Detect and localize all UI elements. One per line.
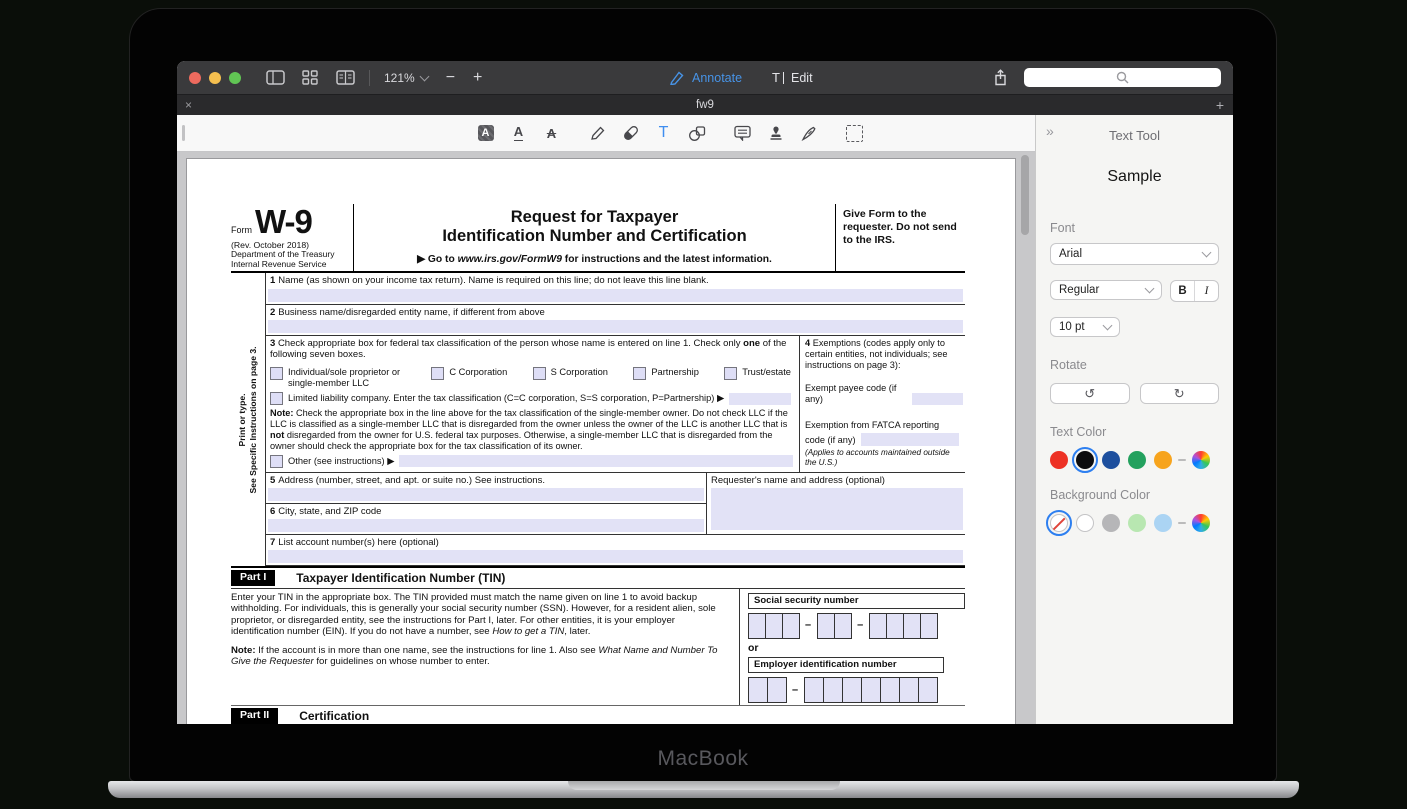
tab-close-button[interactable]: × [185, 98, 193, 112]
font-section-label: Font [1050, 221, 1076, 235]
part1-title: Taxpayer Identification Number (TIN) [296, 570, 506, 585]
comment-note-tool[interactable] [733, 123, 753, 143]
part2-header [231, 705, 965, 724]
ein-label-box: Employer identification number [748, 657, 944, 673]
ssn-cells[interactable] [748, 613, 965, 639]
rotate-right-button[interactable] [1140, 383, 1220, 404]
search-input[interactable] [1024, 68, 1221, 87]
share-icon[interactable] [990, 68, 1010, 88]
checkbox-icon[interactable] [533, 367, 546, 380]
pdf-app-window [177, 61, 1233, 724]
tin-dash: – [857, 619, 864, 632]
view-mode-buttons [265, 68, 355, 88]
tin-dash: – [805, 619, 812, 632]
window-toolbar [177, 61, 1233, 94]
address-field[interactable] [268, 488, 704, 501]
line7-label: List account number(s) here (optional) [278, 537, 439, 549]
swatch-divider [1178, 522, 1186, 524]
fatca-code-field[interactable] [861, 433, 959, 446]
tin-cell[interactable] [765, 613, 783, 639]
requester-label: Requester's name and address (optional) [711, 474, 885, 486]
exempt-payee-label: Exempt payee code (if any) [805, 383, 897, 405]
text-edit-icon: T [772, 70, 784, 85]
signature-pen-icon[interactable] [799, 123, 819, 143]
w9-form-page [187, 159, 1015, 724]
rotate-section-label: Rotate [1050, 358, 1087, 372]
checkbox-icon[interactable] [633, 367, 646, 380]
text-tool[interactable]: T [658, 124, 669, 141]
traffic-lights [189, 72, 241, 84]
rotate-left-button[interactable] [1050, 383, 1130, 404]
highlight-text-tool[interactable]: A [476, 123, 496, 143]
text-color-green[interactable] [1128, 451, 1146, 469]
checkbox-icon[interactable] [724, 367, 737, 380]
macbook-screen-bezel [129, 8, 1277, 782]
tin-dash: – [792, 683, 799, 696]
font-family-dropdown[interactable] [1050, 243, 1219, 265]
tab-bar [177, 94, 1233, 115]
two-page-view-icon[interactable] [335, 68, 355, 88]
background-color-swatches [1046, 510, 1219, 536]
part1-instructions: Enter your TIN in the appropriate box. The TIN provided must match the name given on line 1 to avoid backup withholding. For individuals, this is generally your social security number (SSN). However, for a resident alien, sole proprietor, or disregarded entity, see the instructions for Part I, later. For other entities, it is your employer identification number (EIN). If you do not have a number, see How to get a TIN, later. Note: If the account is in more than one name, see the instructions for line 1. Also see What Name and Number To Give the Requester for guidelines on whose number to enter. [231, 589, 739, 706]
background-color-picker-wheel[interactable] [1192, 514, 1210, 532]
mode-switcher [669, 61, 813, 94]
fatca-label-line1: Exemption from FATCA reporting [805, 420, 940, 431]
background-color-gray[interactable] [1102, 514, 1120, 532]
tin-cell[interactable] [748, 677, 768, 703]
toolbar-drag-handle[interactable] [182, 125, 185, 141]
underline-text-tool[interactable]: A [513, 124, 524, 140]
part1-header [231, 566, 965, 587]
irs-url: www.irs.gov/FormW9 [457, 254, 562, 266]
background-color-light-blue[interactable] [1154, 514, 1172, 532]
rotate-left-icon: ↺ [1084, 385, 1096, 401]
fatca-label-line2: code (if any) [805, 435, 856, 446]
font-size-dropdown[interactable] [1050, 317, 1120, 337]
text-color-section-label: Text Color [1050, 425, 1107, 439]
print-or-type-rail: Print or type. See Specific Instructions on page 3. [231, 273, 266, 566]
part2-title: Certification [299, 709, 370, 724]
font-size-value: 10 pt [1059, 321, 1085, 333]
tab-title[interactable]: fw9 [696, 99, 714, 111]
text-color-red[interactable] [1050, 451, 1068, 469]
tin-cell[interactable] [782, 613, 800, 639]
background-color-section-label: Background Color [1050, 488, 1151, 502]
chevron-down-icon [1145, 284, 1155, 294]
llc-classification-field[interactable] [729, 393, 791, 405]
form-service: Internal Revenue Service [231, 258, 327, 269]
tin-cell[interactable] [918, 677, 938, 703]
requester-field[interactable] [711, 488, 963, 530]
search-icon [1116, 71, 1129, 84]
other-label: Other (see instructions) ▶ [288, 455, 395, 466]
other-field[interactable] [399, 455, 793, 467]
requester-column [707, 473, 965, 534]
bold-button[interactable]: B [1171, 281, 1195, 301]
sample-preview: Sample [1107, 168, 1162, 185]
business-name-field[interactable] [268, 320, 963, 333]
tin-cell[interactable] [880, 677, 900, 703]
form-revision: (Rev. October 2018) [231, 239, 310, 250]
tin-cell[interactable] [823, 677, 843, 703]
text-color-picker-wheel[interactable] [1192, 451, 1210, 469]
background-color-white[interactable] [1076, 514, 1094, 532]
zoom-level-dropdown[interactable] [384, 71, 428, 85]
tin-cell[interactable] [861, 677, 881, 703]
thumbnail-grid-icon[interactable] [300, 68, 320, 88]
eraser-tool[interactable] [621, 123, 641, 143]
line3-classification: 3 Check appropriate box for federal tax classification of the person whose name is entered on line 1. Check only one of the following seven boxes. Individual/sole proprietor or single-member LLC C Corporation S Corporation Partnership Trust/estate Limited liability company. Enter the tax classification (C=C corporation, S=S corporation, P=Partnership) ▶ Note: Check the appropriate box in the line above for the tax classification of the single-member owner. Do not check LLC if the LLC is classified as a single-member LLC that is disregarded from the owner unless the owner of the LLC is another LLC that is not disregarded from the owner for U.S. federal tax purposes. Otherwise, a single-member LLC that is disregarded from the owner should check the appropriate box for the tax classification of its owner. Other (see instructions) ▶ [266, 336, 800, 472]
tin-cell[interactable] [767, 677, 787, 703]
line1-name-row: 1 Name (as shown on your income tax return). Name is required on this line; do not leave this line blank. [266, 273, 965, 304]
text-color-orange[interactable] [1154, 451, 1172, 469]
name-field[interactable] [268, 289, 963, 302]
checkbox-partnership[interactable]: Partnership [633, 367, 699, 389]
or-label: or [748, 641, 759, 654]
annotate-mode-button[interactable] [669, 70, 742, 85]
fullscreen-window-button[interactable] [229, 72, 241, 84]
font-style-value: Regular [1059, 284, 1100, 296]
w9-header [231, 204, 965, 273]
form-department: Department of the Treasury [231, 248, 335, 259]
line2-label: Business name/disregarded entity name, if different from above [278, 306, 545, 318]
part1-note: Note: If the account is in more than one name, see the instructions for line 1. Also see What Name and Number To Give the Requester for guidelines on whose number to enter. [231, 644, 718, 668]
font-style-dropdown[interactable] [1050, 280, 1162, 300]
toolbar-right-group [990, 68, 1221, 88]
checkbox-icon[interactable] [270, 367, 283, 380]
background-color-light-green[interactable] [1128, 514, 1146, 532]
tin-cell[interactable] [903, 613, 921, 639]
edit-mode-button[interactable] [772, 70, 813, 85]
tin-cell[interactable] [817, 613, 835, 639]
checkbox-other[interactable] [270, 455, 283, 468]
document-scroll-area[interactable] [177, 152, 1035, 724]
chevron-down-icon [419, 71, 429, 81]
llc-label: Limited liability company. Enter the tax classification (C=C corporation, S=S corporation, P=Partnership) ▶ [288, 393, 725, 404]
tin-cell[interactable] [899, 677, 919, 703]
annotation-toolbar [177, 115, 1035, 152]
font-family-value: Arial [1059, 248, 1083, 260]
line2-business-row: 2 Business name/disregarded entity name, if different from above [266, 305, 965, 336]
tin-cell[interactable] [748, 613, 766, 639]
ssn-label-box: Social security number [748, 593, 965, 609]
line7-account-row: 7 List account number(s) here (optional) [266, 535, 965, 566]
close-window-button[interactable] [189, 72, 201, 84]
line5-label: Address (number, street, and apt. or suite no.) See instructions. [278, 474, 545, 486]
form-word: Form [231, 225, 252, 235]
city-state-zip-field[interactable] [268, 519, 704, 532]
part2-badge: Part II [231, 708, 278, 723]
shapes-tool[interactable] [687, 123, 707, 143]
zoom-out-button[interactable]: − [445, 68, 456, 86]
sidebar-toggle-icon[interactable] [265, 68, 285, 88]
line6-city-row: 6 City, state, and ZIP code [266, 504, 706, 532]
line6-label: City, state, and ZIP code [278, 505, 382, 517]
ein-cells[interactable] [748, 677, 965, 703]
selection-tool[interactable] [845, 123, 865, 143]
edit-label: Edit [791, 70, 813, 85]
line3-note: Note: Check the appropriate box in the line above for the tax classification of the single-member owner. Do not check LLC if the LLC is classified as a single-member LLC that is disregarded from the owner unless the owner of the LLC is another LLC that is not disregarded from the owner for U.S. federal tax purposes. Otherwise, a single-member LLC that is disregarded from the owner should check the appropriate box for the tax classification of its owner. [270, 408, 788, 451]
checkbox-llc[interactable] [270, 392, 283, 405]
new-tab-button[interactable]: + [1215, 97, 1224, 113]
checkbox-icon[interactable] [431, 367, 444, 380]
line4-exemptions: 4 Exemptions (codes apply only to certain entities, not individuals; see instructions on page 3): Exempt payee code (if any) Exemption from FATCA reporting code (if any) (Applies to accounts maintained outside the U.S.) [800, 336, 965, 472]
bold-italic-group [1170, 280, 1219, 302]
checkbox-trust-estate[interactable]: Trust/estate [724, 367, 791, 389]
text-color-navy[interactable] [1102, 451, 1120, 469]
tin-cell[interactable] [920, 613, 938, 639]
zoom-level-value: 121% [384, 70, 415, 85]
part1-badge: Part I [231, 570, 275, 585]
collapse-sidebar-button[interactable]: » [1046, 123, 1054, 139]
vertical-scrollbar[interactable] [1021, 155, 1029, 235]
text-color-black-selected[interactable] [1076, 451, 1094, 469]
rotate-right-icon: ↻ [1173, 385, 1185, 401]
pencil-tool[interactable] [588, 123, 608, 143]
italic-button[interactable]: I [1204, 285, 1209, 297]
exempt-payee-field[interactable] [912, 393, 963, 405]
give-form-note: Give Form to the requester. Do not send to the IRS. [835, 204, 965, 271]
strikeout-text-tool[interactable]: A [546, 125, 557, 141]
swatch-divider [1178, 459, 1186, 461]
macbook-logo: MacBook [657, 747, 749, 770]
macbook-lid-notch [568, 781, 840, 790]
toolbar-divider [369, 70, 370, 86]
tin-cell[interactable] [842, 677, 862, 703]
line1-label: Name (as shown on your income tax return). Name is required on this line; do not leave this line blank. [278, 275, 709, 287]
form-title: Request for Taxpayer Identification Number and Certification [442, 208, 747, 246]
panel-title: Text Tool [1108, 128, 1161, 143]
applies-note: (Applies to accounts maintained outside the U.S.) [805, 448, 950, 467]
text-color-swatches [1046, 447, 1219, 473]
chevron-down-icon [1202, 248, 1212, 258]
tin-entry-column [739, 589, 965, 706]
line5-address-row: 5 Address (number, street, and apt. or suite no.) See instructions. [266, 473, 706, 504]
minimize-window-button[interactable] [209, 72, 221, 84]
checkbox-c-corporation[interactable]: C Corporation [431, 367, 507, 389]
checkbox-s-corporation[interactable]: S Corporation [533, 367, 608, 389]
tin-cell[interactable] [834, 613, 852, 639]
checkbox-individual[interactable]: Individual/sole proprietor or single-member LLC [270, 367, 406, 389]
background-color-none-selected[interactable] [1050, 514, 1068, 532]
pen-icon [669, 70, 685, 85]
tin-cell[interactable] [804, 677, 824, 703]
stamp-tool[interactable] [766, 123, 786, 143]
account-numbers-field[interactable] [268, 550, 963, 563]
annotate-label: Annotate [692, 70, 743, 85]
tin-cell[interactable] [886, 613, 904, 639]
macbook-base [108, 781, 1299, 798]
line4-label: Exemptions (codes apply only to certain entities, not individuals; see instructions on page 3): [805, 337, 948, 370]
chevron-down-icon [1103, 321, 1113, 331]
form-goto-line: ▶ Go to www.irs.gov/FormW9 for instructions and the latest information. [417, 254, 772, 266]
form-number: W-9 [255, 203, 312, 240]
text-tool-sidebar [1035, 115, 1233, 724]
zoom-in-button[interactable]: + [473, 68, 483, 86]
tin-cell[interactable] [869, 613, 887, 639]
